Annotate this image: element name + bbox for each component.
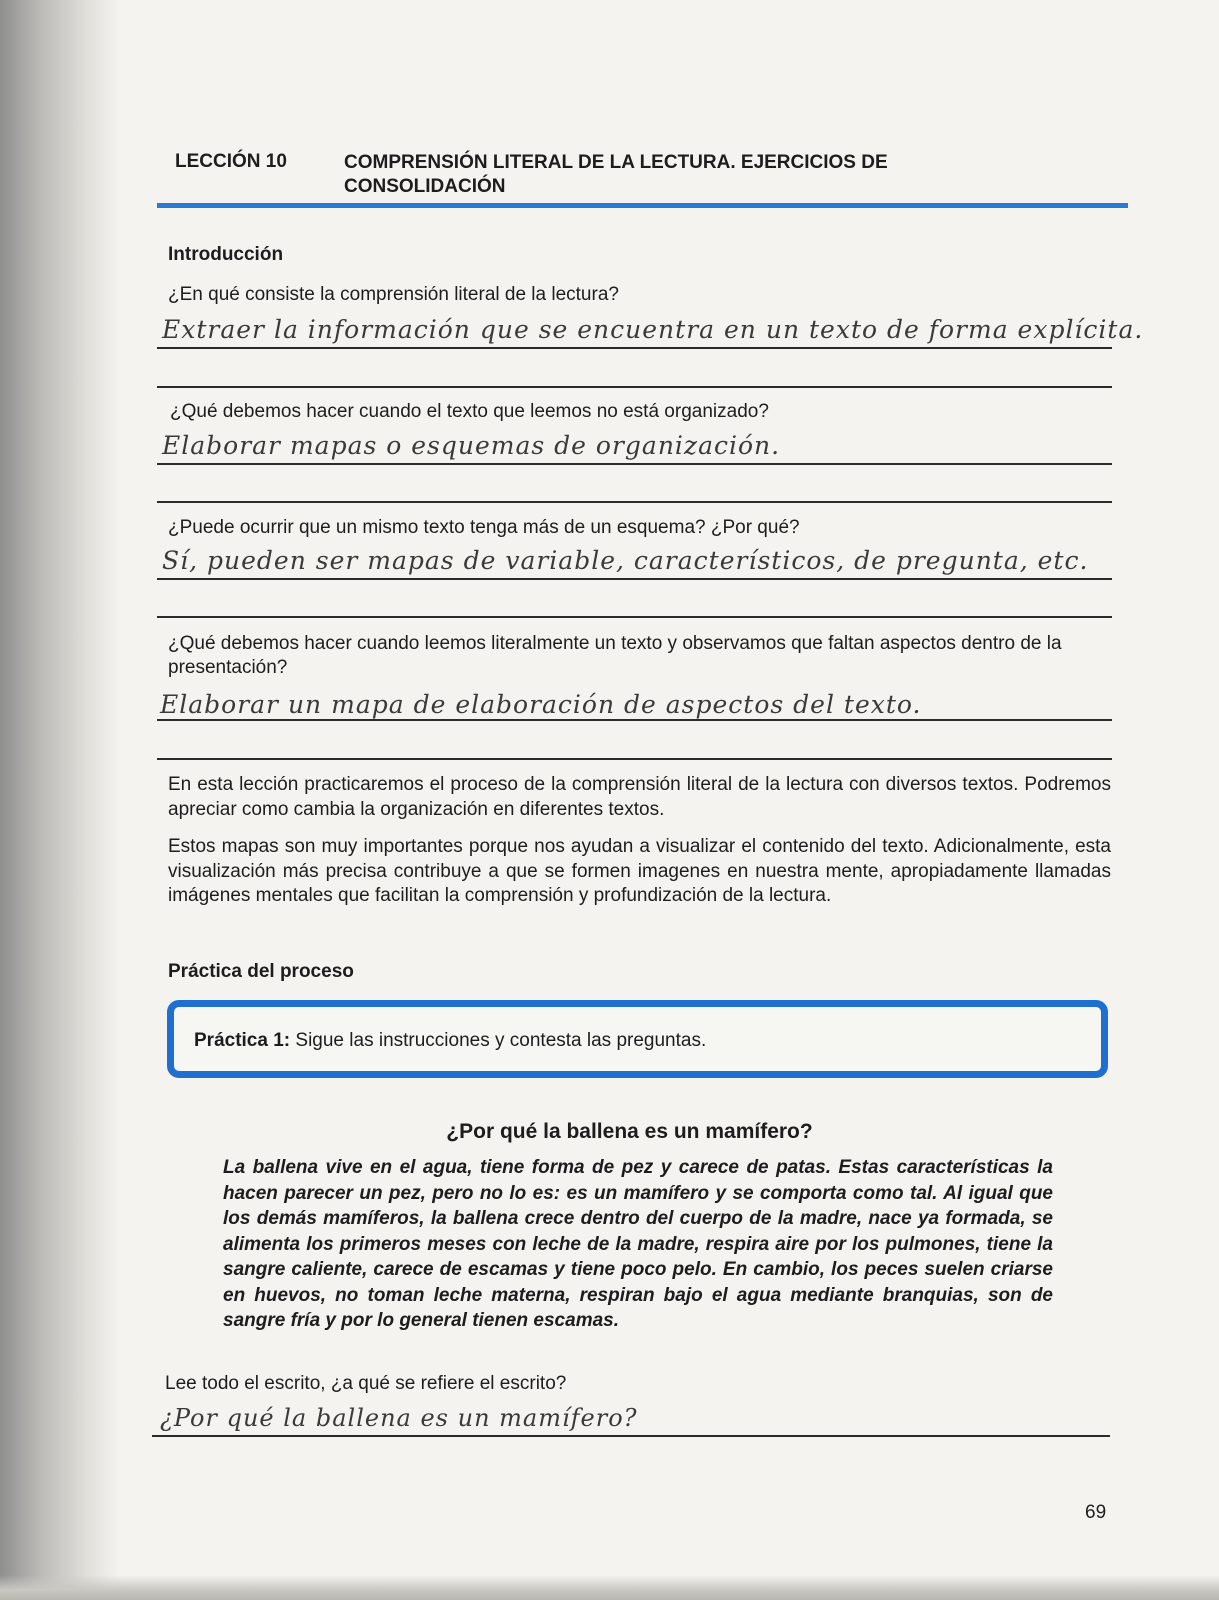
practice-label: Práctica 1: — [194, 1030, 291, 1051]
answer-line — [157, 347, 1112, 349]
reading-title: ¿Por qué la ballena es un mamífero? — [446, 1120, 813, 1143]
paragraph-2: Estos mapas son muy importantes porque nos ayudan a visualizar el contenido del texto. Adicionalmente, esta visualización más precisa contribuye a que se formen imagenes en nuestra mente, apropiadamente llamadas imágenes mentales que facilitan la comprensión y profundización de la lectura. — [168, 836, 1111, 906]
answer-1-handwritten: Extraer la información que se encuentra en un texto de forma explícita. — [162, 315, 1144, 344]
answer-line — [157, 616, 1112, 618]
answer-4-handwritten: Elaborar un mapa de elaboración de aspectos del texto. — [160, 690, 922, 719]
practice-instruction — [194, 1030, 706, 1052]
question-3: ¿Puede ocurrir que un mismo texto tenga más de un esquema? ¿Por qué? — [168, 517, 800, 538]
answer-line — [157, 578, 1112, 580]
lesson-title: COMPRENSIÓN LITERAL DE LA LECTURA. EJERCICIOS DE CONSOLIDACIÓN — [344, 152, 888, 197]
practice-box — [167, 1000, 1108, 1078]
answer-line — [157, 758, 1112, 760]
answer-line — [157, 463, 1112, 465]
reading-passage: La ballena vive en el agua, tiene forma de pez y carece de patas. Estas características la hacen parecer un pez, pero no lo es: es un mamífero y se comporta como tal. Al igual que los demás mamíferos, la ballena crece dentro del cuerpo de la madre, nace ya formada, se alimenta los primeros meses con leche de la madre, respira aire por los pulmones, tiene la sangre caliente, carece de escamas y tiene poco pelo. En cambio, los peces suelen criarse en huevos, no toman leche materna, respiran bajo el agua mediante branquias, son de sangre fría y por lo general tienen escamas. — [223, 1157, 1053, 1331]
answer-line — [157, 501, 1112, 503]
question-2: ¿Qué debemos hacer cuando el texto que leemos no está organizado? — [170, 401, 769, 422]
practice-heading: Práctica del proceso — [168, 961, 354, 982]
paragraph-1: En esta lección practicaremos el proceso de la comprensión literal de la lectura con diversos textos. Podremos apreciar como cambia la organización en diferentes textos. — [168, 774, 1111, 820]
question-4: ¿Qué debemos hacer cuando leemos literalmente un texto y observamos que faltan aspectos dentro de la presentación? — [168, 633, 1062, 678]
final-question: Lee todo el escrito, ¿a qué se refiere el escrito? — [165, 1373, 567, 1394]
page-number: 69 — [1085, 1502, 1107, 1523]
answer-line — [157, 719, 1112, 721]
answer-line — [157, 386, 1112, 388]
question-1: ¿En qué consiste la comprensión literal de la lectura? — [168, 284, 619, 305]
intro-heading: Introducción — [168, 244, 284, 265]
answer-line — [152, 1435, 1110, 1437]
header-rule — [157, 203, 1128, 208]
lesson-label: LECCIÓN 10 — [175, 151, 287, 172]
answer-2-handwritten: Elaborar mapas o esquemas de organización. — [162, 431, 781, 460]
final-answer-handwritten: ¿Por qué la ballena es un mamífero? — [160, 1404, 638, 1432]
answer-3-handwritten: Sí, pueden ser mapas de variable, característicos, de pregunta, etc. — [162, 546, 1089, 575]
practice-text: Sigue las instrucciones y contesta las preguntas. — [295, 1030, 707, 1051]
